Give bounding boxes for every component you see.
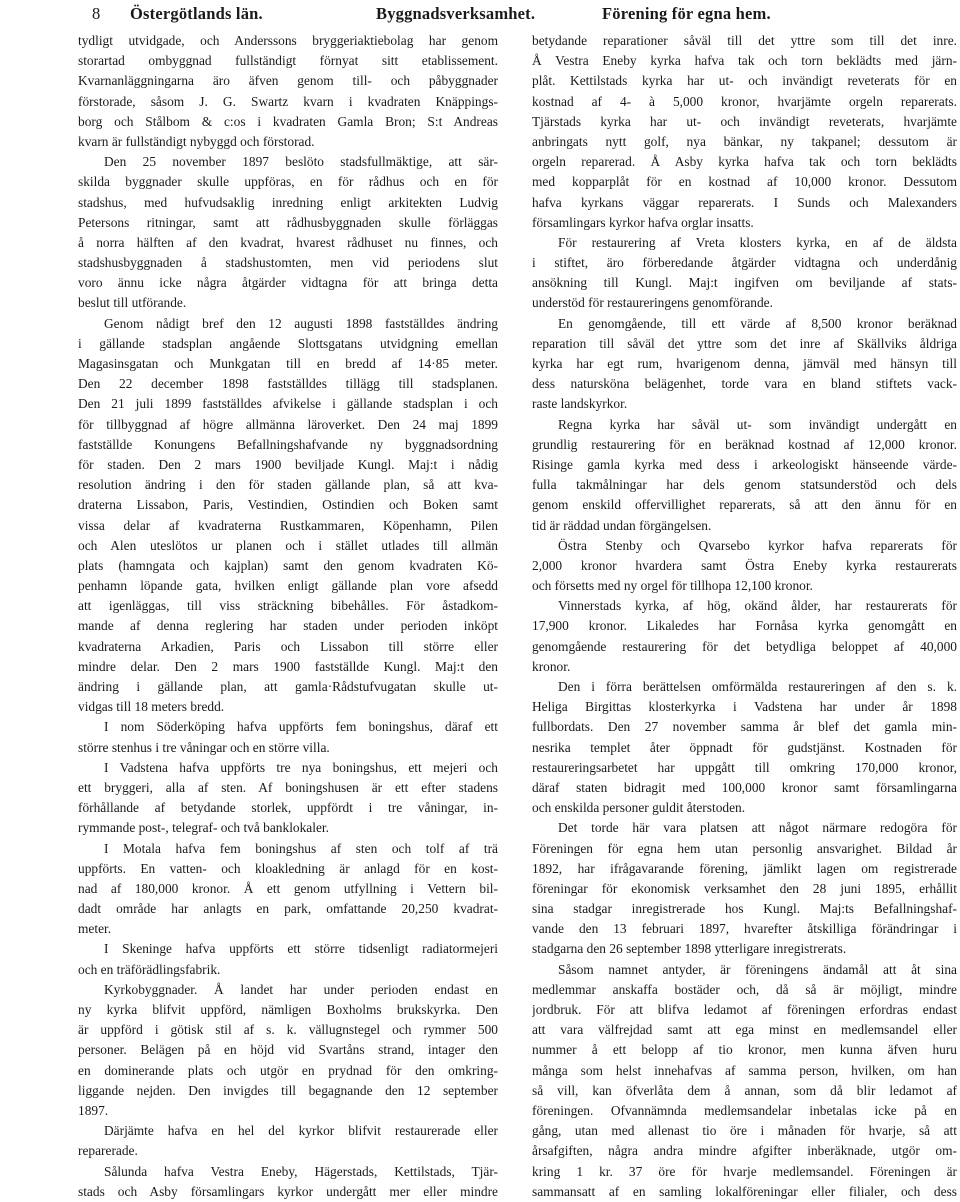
text-line: Östra Stenby och Qvarsebo kyrkor hafva reparerats för bbox=[558, 537, 957, 553]
text-line: understöd för restaureringens genomförande. bbox=[532, 295, 773, 311]
text-line: dadt område har anlagts en park, omfattande 20,250 kvadrat- bbox=[78, 901, 498, 917]
text-line: med kopparplåt för en kostnad af 10,000 kronor. Dessutom bbox=[532, 174, 957, 190]
text-line: sina stadgar inregistrerade hos Kungl. Maj:ts Befallningshaf- bbox=[532, 901, 957, 917]
text-line: storartad ombyggnad fullständigt förnyat sitt etablissement. bbox=[78, 53, 498, 69]
text-line: tydligt utvidgade, och Anderssons bryggeriaktiebolag har genom bbox=[78, 33, 498, 48]
text-line: I nom Söderköping hafva uppförts fem boningshus, däraf ett bbox=[104, 719, 498, 735]
text-line: anbringats nytt golf, nya bänkar, ny takpanel; dessutom är bbox=[532, 133, 957, 149]
text-line: Såsom namnet antyder, är föreningens ändamål att åt sina bbox=[558, 961, 957, 977]
text-line: 17,900 kronor. Likaledes har Fornåsa kyrka genomgått en bbox=[532, 618, 957, 634]
text-line: kyrka har egt rum, hvarigenom denna, jämväl med hänsyn till bbox=[532, 356, 957, 371]
text-line: Kyrkobyggnader. Å landet har under perioden endast en bbox=[104, 981, 498, 997]
text-line: draterna Lissabon, Paris, Vestindien, Ostindien och Boken samt bbox=[78, 497, 498, 513]
text-line: mindre delar. Den 2 mars 1900 fastställde Kungl. Maj:t den bbox=[78, 658, 498, 674]
text-line: I Motala hafva fem boningshus af sten och tolf af trä bbox=[104, 840, 498, 856]
text-line: ändring i gällande plan, att gamla·Rådstufvugatan skulle ut- bbox=[78, 679, 498, 694]
text-line: stadgarna den 26 september 1898 ytterligare inregistrerats. bbox=[532, 941, 847, 957]
text-line: genomgående restaurering för det betydliga beloppet af 40,000 bbox=[532, 638, 957, 654]
text-line: stadshusbyggnaden å stadshustomten, men vid periodens slut bbox=[78, 255, 498, 271]
page-number: 8 bbox=[92, 4, 101, 23]
text-line: förstorade, såsom J. G. Swartz kvarn i kvadraten Knäppings- bbox=[78, 93, 498, 109]
text-line: Risinge gamla kyrka med dess i arkeologiskt hänseende värde- bbox=[532, 456, 957, 472]
text-line: Föreningen för egna hem utan personlig ansvarighet. Bildad år bbox=[532, 840, 957, 856]
text-line: raste landskyrkor. bbox=[532, 396, 628, 412]
text-line: Sålunda hafva Vestra Eneby, Hägerstads, Kettilstads, Tjär- bbox=[104, 1163, 498, 1179]
text-line: plåt. Kettilstads kyrka har ut- och invändigt reveterats för en bbox=[532, 73, 957, 89]
text-line: många som helst innehafvas af samma person, hvilken, om han bbox=[532, 1062, 957, 1078]
text-line: Därjämte hafva en hel del kyrkor blifvit restaurerade eller bbox=[104, 1123, 498, 1139]
text-line: Regna kyrka har såväl ut- som invändigt undergått en bbox=[558, 416, 957, 432]
text-line: att vara välfrejdad samt att ega minst en medlemsandel eller bbox=[532, 1022, 957, 1038]
text-line: I Skeninge hafva uppförts ett större tidsenligt radiatormejeri bbox=[104, 941, 498, 957]
text-line: en dominerande plats och utgör en prydnad för den omkring- bbox=[78, 1062, 498, 1078]
text-line: och Alen uteslötos ur planen och i stället utlades till allmän bbox=[78, 537, 498, 553]
text-line: nummer å ett belopp af tio kronor, men kunna äfven huru bbox=[532, 1042, 957, 1058]
text-line: 1897. bbox=[78, 1102, 109, 1118]
text-line: kvarn är fullständigt nybyggd och förstorad. bbox=[78, 133, 315, 149]
page-header bbox=[0, 0, 960, 26]
text-line: kronor. bbox=[532, 658, 571, 674]
text-line: Den 22 december 1898 fastställdes tillägg till stadsplanen. bbox=[78, 376, 498, 392]
text-line: Kvarnanläggningarna äro äfven genom till- och påbyggnader bbox=[78, 73, 498, 89]
text-line: jordbruk. För att blifva ledamot af föreningen erfordras endast bbox=[532, 1002, 957, 1017]
text-line: Tjärstads kyrka har ut- och invändigt reveterats, hvarjämte bbox=[532, 113, 957, 129]
text-line: kostnad af 4- à 5,000 kronor, hvarjämte orgeln reparerats. bbox=[532, 93, 957, 109]
text-line: förhållande af betydande storlek, uppfördt i tre våningar, in- bbox=[78, 800, 498, 816]
header-section: Byggnadsverksamhet. bbox=[376, 4, 536, 23]
text-line: För restaurering af Vreta klosters kyrka, en af de äldsta bbox=[558, 234, 957, 250]
text-line: rymmande post-, telegraf- och två banklokaler. bbox=[78, 820, 329, 836]
text-line: genom enskild offervillighet reparerats, så att den ännu för en bbox=[532, 497, 957, 513]
text-line: nesrika templet åter öppnadt för gudstjänst. Kostnaden för bbox=[532, 739, 957, 755]
text-line: i stiftet, äro förberedande åtgärder vidtagna och underdånig bbox=[532, 255, 957, 271]
left-text-column bbox=[78, 31, 498, 1202]
header-region: Östergötlands län. bbox=[130, 4, 263, 23]
text-line: Vinnerstads kyrka, af hög, okänd ålder, har restaurerats för bbox=[558, 598, 957, 614]
text-line: ett bryggeri, alla af sten. Af boningshusen är ett efter stadens bbox=[78, 779, 498, 795]
text-line: att igenläggas, till viss sträckning bibehålles. För åstadkom- bbox=[78, 598, 498, 614]
text-line: årsafgiften, några andra mindre afgifter inberäknade, utgör om- bbox=[532, 1143, 957, 1159]
text-line: personer. Belägen på en höjd vid Svartåns strand, intager den bbox=[78, 1042, 498, 1058]
text-line: församlingars kyrkor hafva orglar insatts. bbox=[532, 214, 754, 230]
text-line: beslut till utförande. bbox=[78, 295, 187, 311]
text-line: fullbordats. Den 27 november samma år blef det gamla min- bbox=[532, 719, 957, 735]
text-line: skilda byggnader skulle uppföras, en för rådhus och en för bbox=[78, 174, 498, 190]
text-line: 2,000 kronor hvardera samt Östra Eneby kyrka restaurerats bbox=[532, 557, 957, 573]
text-line: ny kyrka blifvit uppförd, nämligen Boxholms brukskyrka. Den bbox=[78, 1002, 498, 1017]
text-line: borg och Stålbom & c:os i kvadraten Gamla Bron; S:t Andreas bbox=[78, 113, 498, 129]
text-line: i gällande stadsplan angående Slottsgatans utvidgning emellan bbox=[78, 335, 498, 351]
text-line: medlemmar anskaffa bostäder och, då så är möjligt, mindre bbox=[532, 981, 957, 997]
text-line: mande af denna reglering har staden under perioden inköpt bbox=[78, 618, 498, 634]
text-line: betydande reparationer såväl till det yttre som till det inre. bbox=[532, 33, 957, 48]
text-line: Den 25 november 1897 beslöto stadsfullmäktige, att sär- bbox=[104, 154, 498, 170]
text-line: meter. bbox=[78, 921, 112, 937]
text-line: Den i förra berättelsen omförmälda restaureringen af den s. k. bbox=[558, 679, 957, 694]
text-line: föreningar för ekonomisk verksamhet den 28 juni 1895, erhållit bbox=[532, 880, 957, 896]
text-line: är uppförd i götisk stil af s. k. vällugnstegel och rymmer 500 bbox=[78, 1022, 498, 1038]
text-line: liggande nejden. Den invigdes till begagnande den 12 september bbox=[78, 1082, 498, 1098]
text-line: Magasinsgatan och Munkgatan till en bredd af 14·85 meter. bbox=[78, 356, 498, 371]
text-line: tid är räddad undan förgängelsen. bbox=[532, 517, 712, 533]
text-line: större stenhus i tre våningar och en större villa. bbox=[78, 739, 330, 755]
text-line: plats (hamngata och kajplan) samt den genom kvadraten Kö- bbox=[78, 557, 498, 573]
text-line: orgeln reparerad. Å Asby kyrka hafva tak och torn beklädts bbox=[532, 154, 957, 170]
text-line: nad af 180,000 kronor. Å ett genom utfyllning i Vettern bil- bbox=[78, 880, 498, 896]
text-line: reparation till såväl det yttre som det inre af Skällviks åldriga bbox=[532, 335, 957, 351]
text-line: sammansatt af en samling lokalföreningar eller filialer, och dess bbox=[532, 1183, 957, 1199]
text-line: och försetts med ny orgel för tillhopa 12,100 kronor. bbox=[532, 578, 813, 594]
text-line: kring 1 kr. 37 öre för hvarje medlemsandel. Föreningen är bbox=[532, 1163, 957, 1179]
text-line: stads och Asby församlingars kyrkor undergått mer eller mindre bbox=[78, 1183, 498, 1199]
text-line: föreningen. Ofvannämnda medlemsandelar inbetalas icke på en bbox=[532, 1102, 957, 1118]
text-line: däraf staten bidragit med 100,000 kronor samt församlingarna bbox=[532, 779, 957, 795]
text-line: och en träförädlingsfabrik. bbox=[78, 961, 221, 977]
right-text-column bbox=[532, 31, 957, 1202]
text-line: restaureringsarbetet har uppgått till omkring 170,000 kronor, bbox=[532, 759, 957, 775]
text-line: Det torde här vara platsen att något närmare redogöra för bbox=[558, 820, 957, 836]
text-line: fulla takmålningar har dels genom statsunderstöd och dels bbox=[532, 477, 957, 493]
text-line: uppförts. En vatten- och kloakledning är anlagd för en kost- bbox=[78, 860, 498, 876]
text-line: för staden. Den 2 mars 1900 beviljade Kungl. Maj:t i nådig bbox=[78, 456, 498, 472]
text-line: vidgas till 18 meters bredd. bbox=[78, 699, 225, 715]
header-subsection: Förening för egna hem. bbox=[602, 4, 771, 23]
text-line: I Vadstena hafva uppförts tre nya boningshus, ett mejeri och bbox=[104, 759, 498, 775]
text-line: voro ännu icke några åtgärder vidtagna för att bringa detta bbox=[78, 275, 498, 291]
text-line: penhamn löpande gata, hvilken enligt gällande plan vore afsedd bbox=[78, 578, 498, 594]
text-line: hafva kyrkans väggar reparerats. I Sunds och Malexanders bbox=[532, 194, 957, 210]
text-line: reparerade. bbox=[78, 1143, 138, 1159]
text-line: å norra hälften af den kvadrat, hvarest rådhuset nu finnes, och bbox=[78, 234, 498, 250]
text-line: gång, utan med allenast tio öre i månaden för hvarje, så att bbox=[532, 1123, 957, 1139]
text-line: kvadraterna Arkadien, Paris och Lissabon till större eller bbox=[78, 638, 498, 654]
text-line: grundlig restaurering för en beräknad kostnad af 12,000 kronor. bbox=[532, 436, 957, 452]
text-line: Den 21 juli 1899 fastställdes afvikelse i gällande stadsplan i och bbox=[78, 396, 498, 412]
text-line: vissa delar af kvadraterna Rustkammaren, Köpenhamn, Pilen bbox=[78, 517, 498, 533]
text-line: stadshus, med hufvudsaklig inredning enligt arkitekten Ludvig bbox=[78, 194, 498, 210]
text-line: En genomgående, till ett värde af 8,500 kronor beräknad bbox=[558, 315, 957, 331]
text-line: Petersons ritningar, samt att rådhusbyggnaden skulle förläggas bbox=[78, 214, 498, 230]
text-line: Å Vestra Eneby kyrka hafva tak och torn beklädts med järn- bbox=[532, 53, 957, 69]
text-line: för tillbyggnad af högre allmänna läroverket. Den 24 maj 1899 bbox=[78, 416, 498, 432]
text-line: Genom nådigt bref den 12 augusti 1898 fastställdes ändring bbox=[104, 315, 498, 331]
text-line: fastställde Konungens Befallningshafvande ny byggnadsordning bbox=[78, 436, 498, 452]
text-line: resolution ändring i den för staden gällande plan, så att kva- bbox=[78, 477, 498, 493]
text-line: och enskilda personer guldit återstoden. bbox=[532, 800, 746, 816]
text-line: vande den 13 februari 1897, hvarefter åtskilliga förändringar i bbox=[532, 921, 957, 937]
text-line: dess natursköna belägenhet, torde vara en bland stiftets vack- bbox=[532, 376, 957, 392]
text-line: 1892, har ifrågavarande förening, jämlikt lagen om registrerade bbox=[532, 860, 957, 876]
text-line: så vill, kan öfverlåta dem å annan, som då blir ledamot af bbox=[532, 1082, 957, 1098]
text-line: Heliga Birgittas klosterkyrka i Vadstena har under år 1898 bbox=[532, 699, 957, 715]
text-line: ansökning till Kungl. Maj:t ingifven om beviljande af stats- bbox=[532, 275, 957, 291]
